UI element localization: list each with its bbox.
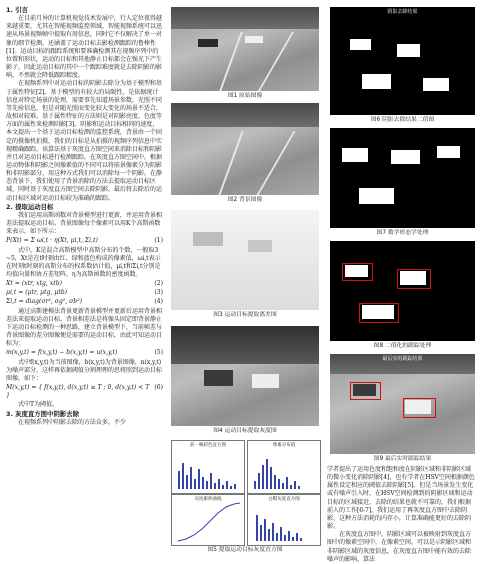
method-paragraph-1: 我们运用高斯函数对背景模型进行更新，并运用背景相差法提取运动目标。背景图像每个像素可以用K个高斯函数来表示，如下所示：: [6, 211, 162, 236]
figure-4-caption: 图4 运动目标提取灰度图: [213, 428, 277, 434]
figure-1-caption: 图1 原始图像: [227, 93, 263, 99]
figure-8-image: [330, 241, 475, 341]
equation-5: m(x,y,t) = f(x,y,t) − b(x,y,t) = u(x,y,t) (5): [6, 349, 163, 357]
equation-3: μi,t = (μtr, μtg, μtb) (3): [6, 289, 163, 297]
right-paragraph-1: 学者提出了运用色度和饱和度在阴影区域和非阴影区域的微小变化消除阴影[4]，也有学者在HSV空间根据颜色属性设定相应的阈值去除阴影[5]。但是当场景发生变化或有噪声引入时，在HSV空间检测到的阴影区域和运动目标的区域接近，去除的结果也就不可靠的，我们根据前人的工作[6-7]，我们运用了再灰度直方图中去除阴影，这种方法消耗的内存小，计算准确能更好的去除阴影。: [327, 466, 475, 531]
equation-1: P(Xt) = Σ ωi,t · η(Xt, μi,t, Σi,t) (1): [6, 237, 163, 245]
histogram-4: 白帽灰度直方图: [247, 494, 321, 546]
figure-5-caption: 图5 提取运动目标灰度直方图: [207, 547, 283, 553]
figure-4-image: [171, 326, 319, 426]
figure-2-image: [171, 103, 319, 195]
histogram-1: 前一帧彩色直方图: [171, 440, 245, 494]
histogram-2: 像素分布值: [247, 440, 321, 494]
figure-8-caption: 图8 二值化的跟踪处理: [373, 343, 432, 349]
method-paragraph-5: 式中T为阈值。: [18, 401, 58, 409]
intro-paragraph-2: 在视频系列中对运动目标的阴影去除分为基于模型和基于属性特征[2]。基于模型的有较大的局限性，是依据统计信息对特定场景的处理，需要事先知道场景参数，光照不同等先验信息，但是对随光照而变化较大变化的场景不适合，故相对较难。基于属性特征的方法则是对阴影亮度、色度等方面的属性来检测阴影[3]。阴影和运动目标相同的速度，本文提出一个基于运动目标检测的监控系统，背景由一个固定的摄像机拍摄，我们的目标是从拍摄的视频序列信息中实现精确跟踪，该算法基于灰度直方图空间来消除目标和阴影并且对运动目标进行检测跟踪。在灰度直方图空间中，根据运动物体和阴影之间像素值的不同可以将前景像素分为阴影和非阴影部分，用这种方式我们可以消除每一个阴影。在静态背景下，我们使用了背景消除的方法去提取运动目标区域，同时基于灰度直方图空间去除阴影，最后将去除后的运动目标区域对运动目标较为准确的跟踪。: [6, 80, 162, 202]
figure-9-image: 最后实时跟踪结果: [330, 354, 475, 454]
equation-6: M(x,y,t) = { f(x,y,t), d(x,y,t) ≥ T ; 0, d(x,y,t) < T } (6): [6, 384, 163, 400]
histogram-3: 灰度累积曲线: [171, 494, 245, 546]
method-paragraph-4: 式中f(x,y,t)为当前图像，b(x,y,t)为背景图像，n(x,y,t)为噪声部分，这样再依据阈值分割理理的思将照到运动目标图像，如下：: [6, 358, 162, 382]
figure-7-image: [330, 128, 475, 228]
shadow-paragraph-1: 在视频系列中阴影去除的方法众多，不少: [18, 418, 126, 426]
figure-3-caption: 图3 运动目标提取离差图: [213, 312, 277, 318]
method-heading: 2. 提取运动目标: [6, 202, 54, 211]
intro-paragraph-1: 在目前月异的计算机视觉技术发展中，行人定位夜得越来越重要，尤其在智能视频监控领域，智能视频系统可以迅速从场景视频帧中提取有用信息，同时它不仅解决了单一对象的细节检测，还涵盖了运动目标去影检测跟踪的鲁棒性[1]。运动目标的跟踪系统和要准确检测其在视频序列中的位置和形状，运动的目标和其他静止目标都会在强光下产生影子，因此运动目标的其中一个跟踪难度就是去除阴影的影响，不然就会降低跟踪精度。: [6, 15, 162, 80]
right-paragraph-2: 在灰度直方图中，阴影区域可以被映射到灰度直方图中的像素空间中，在像素空间，可以是示阴影区域和非阴影区域的灰度信息，在灰度直方图中能有效的去除噪声的影响。算法: [327, 531, 471, 563]
figure-3-image: [171, 210, 319, 310]
figure-9-caption: 图9 最后实时跟踪结果: [373, 456, 432, 462]
intro-heading: 1. 引言: [6, 6, 28, 14]
figure-1-image: [171, 7, 319, 91]
figure-6-caption: 图6 阴影去除结果二值图: [370, 117, 435, 123]
shadow-heading: 3. 灰度直方图中阴影去除: [6, 409, 80, 418]
equation-2: Xt = (xtr, xtg, xtb) (2): [6, 280, 163, 288]
method-paragraph-2: 式中，K是混合高斯模型中高斯分布的个数，一般取3~5，Xt是在t时刻由红、绿和蓝色构成的像素值，ωi,t表示在时刻t时刻的高斯分布的权系数估计值，μi,t和Σi,t分别是均值向量和协方差矩阵，η为高斯函数的密度函数。: [6, 246, 161, 278]
right-text-column: [327, 466, 475, 564]
figure-7-caption: 图7 数学形态学处理: [376, 230, 429, 236]
left-text-column: [6, 6, 163, 427]
figure-6-image: 阴影去除结果: [330, 7, 475, 115]
equation-4: Σi,t = diag(σr², σg², σb²) (4): [6, 298, 163, 306]
figure-2-caption: 图2 背景图像: [227, 197, 263, 203]
method-paragraph-3: 通过高斯建模法背景更新背景模型并更新后运用背景相差法来提取运动目标，背景相差法是将像头固定即背景静止下运动目标检测的一种思路，建立背景模型下，当前帧差与背景图像的差分图像便是需要的运动目标，由此可知运动目标为：: [6, 307, 162, 348]
